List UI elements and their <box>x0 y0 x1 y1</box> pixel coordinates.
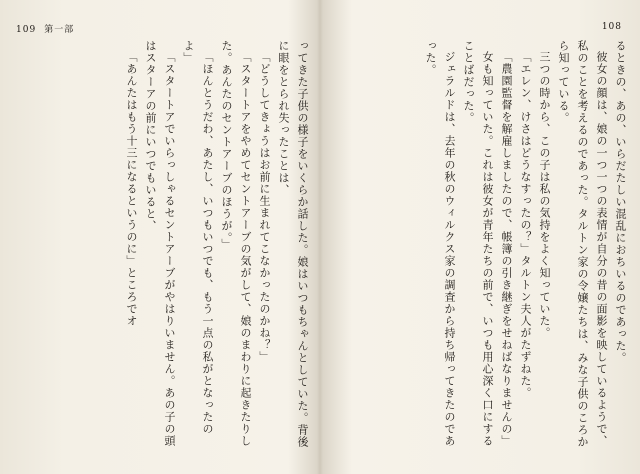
chapter-title: 第一部 <box>44 25 75 35</box>
paragraph: 女も知っていた。これは彼女が青年たちの前で、いつも用心深く口にすることばだった。 <box>462 40 494 447</box>
page-number: 108 <box>601 22 622 32</box>
body-text <box>12 40 312 452</box>
paragraph: ジェラルドは、去年の秋のウィルクス家の調査から持ち帰ってきたのであった。 <box>424 40 456 447</box>
paragraph: 「スタートアでいらっしゃるセントアーブがやはりいません。あの子の頭はスターアの前にいつでもいると、 <box>144 40 176 447</box>
paragraph: 「スタートアをやめてセントアーブの気がして、娘のまわりに起きたりした。あんたのセントアーブのほうが。」 <box>220 40 252 447</box>
paragraph: 彼女の顔は、娘の一つ一つの表情が自分の昔の面影を映しているようで、私のことを考えるのであった。タルトン家の令嬢たちは、みな子供のころから知っている。 <box>557 40 608 448</box>
paragraph: ってきた子供の様子をいくらか話した。娘はいつもちゃんとしていた。背後に眼をとられ失ったことは、 <box>277 40 309 448</box>
right-page <box>322 0 640 474</box>
paragraph: 「ほんとうだわ、あたし、いつもいつでも、もう一点の私がとなったのよ」 <box>182 40 214 435</box>
page-number: 109 <box>16 25 37 35</box>
body-text <box>330 40 630 452</box>
running-header <box>16 22 74 35</box>
paragraph: 「農園監督を解雇しましたので、帳簿の引き継ぎをせねばなりませんの」 <box>500 51 513 447</box>
left-page <box>0 0 318 474</box>
paragraph: 「どうしてきょうはお前に生まれてこなかったのかね？」 <box>258 51 271 363</box>
paragraph: 三つの時から、この子は私の気持をよく知っていた。 <box>538 51 551 339</box>
paragraph: るときの、あの、いらだたしい混乱におちいるのであった。 <box>614 40 627 364</box>
paragraph: 「エレン、けさはどうなすったの？」タルトン夫人がたずねた。 <box>519 51 532 399</box>
paragraph: 「あんたはもう十三になるというのに」ところでオ <box>125 51 138 327</box>
running-header <box>602 22 622 32</box>
